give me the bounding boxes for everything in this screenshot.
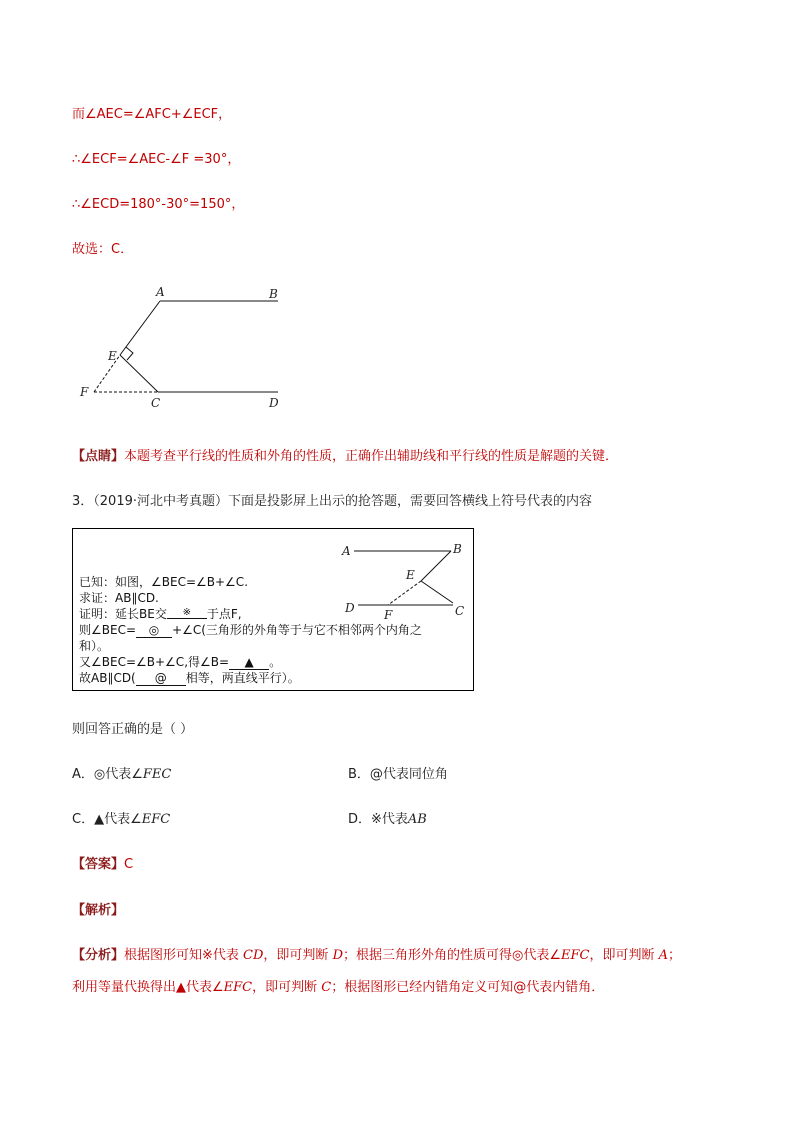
solution-line-2: ∴∠ECF=∠AEC-∠F =30°，	[72, 152, 241, 167]
geometry-figure-2	[338, 537, 470, 627]
label-d: D	[269, 396, 279, 410]
label-f: F	[80, 385, 89, 399]
analysis-text: ，即可判断	[263, 948, 333, 963]
projection-box	[72, 528, 474, 691]
segment-be	[421, 551, 451, 581]
analysis-text: ；根据图形已经内错角定义可知@代表内错角．	[331, 980, 605, 995]
answer-line	[72, 853, 133, 872]
option-a	[72, 763, 171, 782]
option-c-math: EFC	[141, 812, 171, 827]
then-text-b: +∠C(三角形的外角等于与它不相邻两个内角之	[172, 623, 422, 637]
answer-value: C	[124, 857, 134, 872]
option-a-text: ◎代表∠	[93, 767, 143, 782]
label-e: E	[108, 349, 117, 363]
proof-text-a: 证明：延长BE交	[79, 607, 167, 621]
option-b-key: B．	[348, 767, 370, 782]
geometry-figure-1	[70, 280, 300, 415]
segment-ec-2	[421, 581, 453, 603]
analysis-text: ，即可判断	[589, 948, 659, 963]
solution-line-3: ∴∠ECD=180°-30°=150°，	[72, 197, 245, 212]
option-a-key: A．	[72, 767, 94, 782]
blank-symbol-2: ◎	[136, 623, 172, 638]
label-a: A	[156, 285, 165, 299]
analysis-math: EFC	[561, 948, 590, 963]
option-d	[348, 808, 427, 827]
blank-symbol-4: @	[136, 671, 186, 686]
option-b	[348, 763, 448, 782]
comment-tag: 【点睛】	[72, 449, 125, 464]
blank-symbol-1: ※	[167, 607, 207, 619]
label-c-2: C	[455, 604, 465, 618]
analysis-line-1	[72, 944, 681, 963]
dashed-ef	[388, 581, 421, 605]
option-d-math: AB	[407, 812, 427, 827]
analysis-math: CD	[243, 948, 264, 963]
proof-text-b: 于点F,	[206, 607, 242, 621]
solution-line-1: 而∠AEC=∠AFC+∠ECF，	[72, 107, 232, 122]
then-text-a: 则∠BEC=	[79, 623, 137, 637]
option-b-text: @代表同位角	[369, 767, 448, 782]
label-a-2: A	[342, 544, 351, 558]
box-then-cont: 和）。	[79, 639, 110, 653]
question-prompt: 则回答正确的是（ ）	[72, 722, 194, 737]
box-proof-line	[79, 605, 242, 622]
label-e-2: E	[406, 568, 415, 582]
label-d-2: D	[345, 601, 355, 615]
option-a-math: FEC	[142, 767, 172, 782]
analysis-tag: 【解析】	[72, 903, 125, 918]
box-prove: 求证：AB∥CD.	[79, 591, 159, 605]
analysis-text: ，即可判断	[252, 980, 322, 995]
label-b-2: B	[453, 542, 462, 556]
option-c-text: ▲代表∠	[94, 812, 142, 827]
comment-line	[72, 445, 618, 464]
analysis-subtag: 【分析】	[72, 948, 125, 963]
so-text-a: 故AB∥CD(	[79, 671, 136, 685]
again-text-a: 又∠BEC=∠B+∠C,得∠B=	[79, 655, 230, 669]
segment-ec	[120, 355, 158, 392]
analysis-text: ；	[668, 948, 682, 963]
analysis-text: 根据图形可知※代表	[124, 948, 244, 963]
option-c	[72, 808, 170, 827]
again-text-b: 。	[269, 655, 282, 669]
blank-symbol-3: ▲	[229, 655, 269, 670]
label-b: B	[269, 287, 278, 301]
answer-tag: 【答案】	[72, 857, 125, 872]
option-d-key: D．	[348, 812, 372, 827]
box-given: 已知：如图，∠BEC=∠B+∠C.	[79, 575, 249, 589]
analysis-text: ；根据三角形外角的性质可得◎代表∠	[343, 948, 561, 963]
analysis-math: A	[658, 948, 668, 963]
so-text-b: 相等，两直线平行）。	[185, 671, 300, 685]
box-again-line	[79, 653, 281, 670]
question-3-stem: 3．（2019·河北中考真题）下面是投影屏上出示的抢答题，需要回答横线上符号代表的内容	[72, 494, 592, 509]
option-c-key: C．	[72, 812, 95, 827]
option-d-text: ※代表	[371, 812, 408, 827]
analysis-math: EFC	[223, 980, 253, 995]
analysis-math: D	[332, 948, 343, 963]
segment-ae	[120, 301, 160, 355]
label-c: C	[151, 396, 161, 410]
analysis-line-2	[72, 976, 604, 995]
analysis-text: 利用等量代换得出▲代表∠	[72, 980, 224, 995]
label-f-2: F	[384, 608, 393, 622]
box-so-line	[79, 669, 300, 686]
solution-choice: 故选：C．	[72, 242, 134, 257]
analysis-math: C	[321, 980, 332, 995]
comment-text: 本题考查平行线的性质和外角的性质，正确作出辅助线和平行线的性质是解题的关键．	[124, 449, 619, 464]
right-angle-mark	[126, 347, 133, 360]
